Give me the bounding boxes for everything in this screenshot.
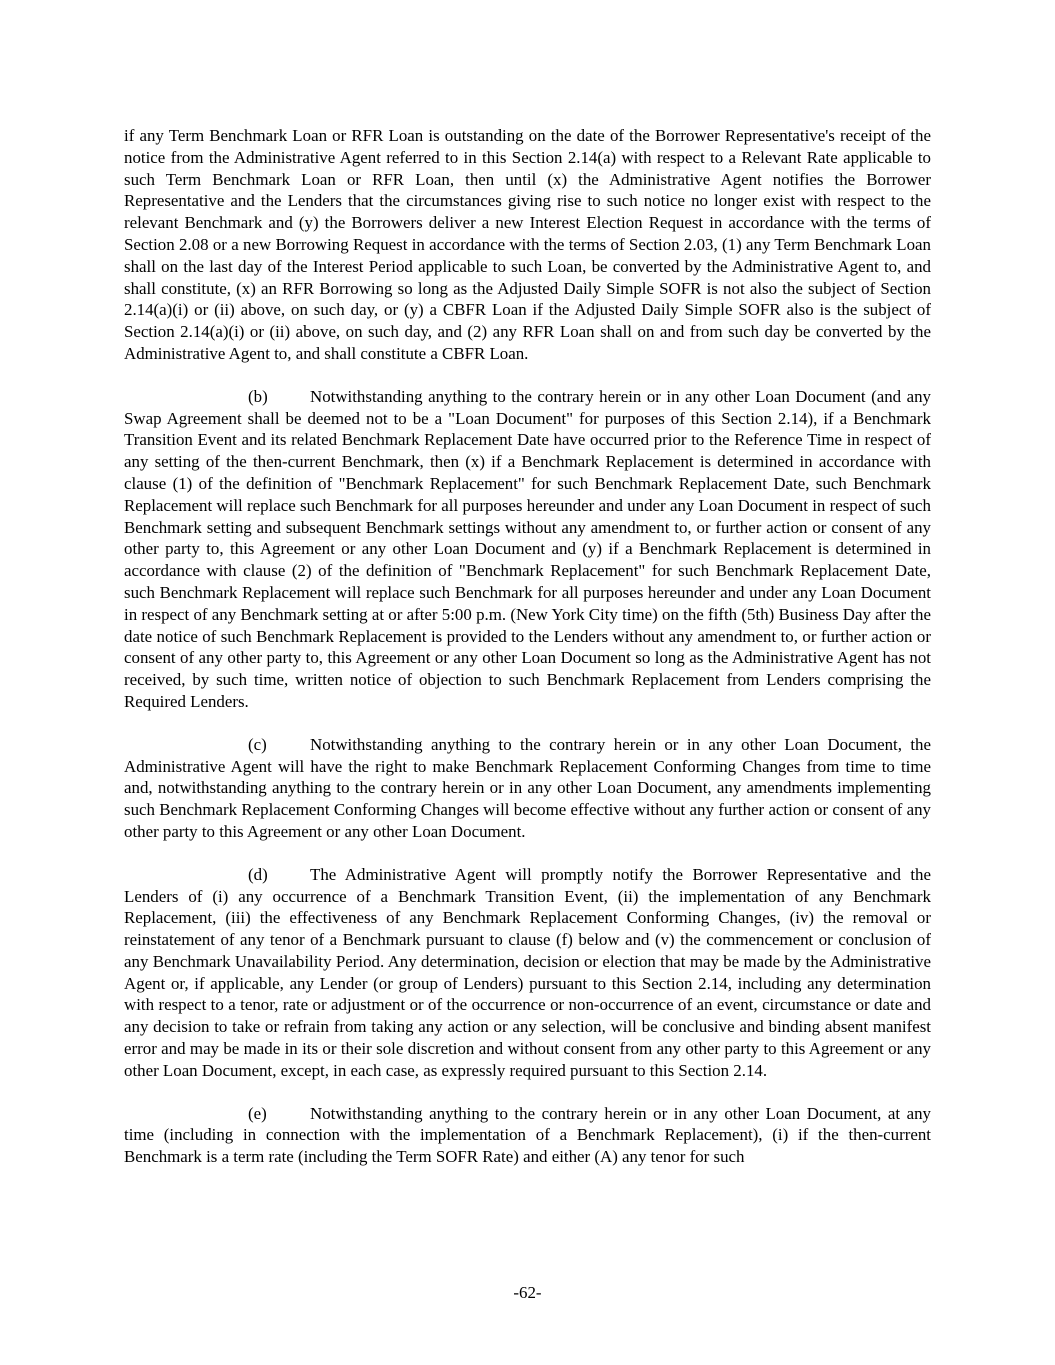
clause-label-c: (c) xyxy=(248,734,267,754)
paragraph-e xyxy=(124,1103,931,1168)
paragraph-continued xyxy=(124,125,931,365)
paragraph-text: Notwithstanding anything to the contrary herein or in any other Loan Document, at any time (including in connection with the implementation of a Benchmark Replacement), (i) if the then-current Benchmark is a term rate (including the Term SOFR Rate) and either (A) any tenor for such xyxy=(124,1103,931,1167)
paragraph-d xyxy=(124,864,931,1082)
clause-label-d: (d) xyxy=(248,864,268,884)
clause-label-e: (e) xyxy=(248,1103,267,1123)
paragraph-text: Notwithstanding anything to the contrary herein or in any other Loan Document, the Administrative Agent will have the right to make Benchmark Replacement Conforming Changes from time to time and, notwithstanding anything to the contrary herein or in any other Loan Document, any amendments implementing such Benchmark Replacement Conforming Changes will become effective without any further action or consent of any other party to this Agreement or any other Loan Document. xyxy=(124,734,931,841)
paragraph-text: Notwithstanding anything to the contrary herein or in any other Loan Document (and any Swap Agreement shall be deemed not to be a "Loan Document" for purposes of this Section 2.14), if a Benchmark Transition Event and its related Benchmark Replacement Date have occurred prior to the Reference Time in respect of any setting of the then-current Benchmark, then (x) if a Benchmark Replacement is determined in accordance with clause (1) of the definition of "Benchmark Replacement" for such Benchmark Replacement Date, such Benchmark Replacement will replace such Benchmark for all purposes hereunder and under any Loan Document in respect of such Benchmark setting and subsequent Benchmark settings without any amendment to, or further action or consent of any other party to, this Agreement or any other Loan Document and (y) if a Benchmark Replacement is determined in accordance with clause (2) of the definition of "Benchmark Replacement" for such Benchmark Replacement Date, such Benchmark Replacement will replace such Benchmark for all purposes hereunder and under any Loan Document in respect of any Benchmark setting at or after 5:00 p.m. (New York City time) on the fifth (5th) Business Day after the date notice of such Benchmark Replacement is provided to the Lenders without any amendment to, or further action or consent of any other party to, this Agreement or any other Loan Document so long as the Administrative Agent has not received, by such time, written notice of objection to such Benchmark Replacement from Lenders comprising the Required Lenders. xyxy=(124,386,931,711)
paragraph-b xyxy=(124,386,931,713)
paragraph-text: if any Term Benchmark Loan or RFR Loan is outstanding on the date of the Borrower Representative's receipt of the notice from the Administrative Agent referred to in this Section 2.14(a) with respect to a Relevant Rate applicable to such Term Benchmark Loan or RFR Loan, then until (x) the Administrative Agent notifies the Borrower Representative and the Lenders that the circumstances giving rise to such notice no longer exist with respect to the relevant Benchmark and (y) the Borrowers deliver a new Interest Election Request in accordance with the terms of Section 2.08 or a new Borrowing Request in accordance with the terms of Section 2.03, (1) any Term Benchmark Loan shall on the last day of the Interest Period applicable to such Loan, be converted by the Administrative Agent to, and shall constitute, (x) an RFR Borrowing so long as the Adjusted Daily Simple SOFR is not also the subject of Section 2.14(a)(i) or (ii) above, on such day, or (y) a CBFR Loan if the Adjusted Daily Simple SOFR also is the subject of Section 2.14(a)(i) or (ii) above, on such day, and (2) any RFR Loan shall on and from such day be converted by the Administrative Agent to, and shall constitute a CBFR Loan. xyxy=(124,126,931,363)
document-page xyxy=(124,125,931,1189)
clause-label-b: (b) xyxy=(248,386,268,406)
page-number: -62- xyxy=(513,1283,542,1302)
paragraph-c xyxy=(124,734,931,843)
paragraph-text: The Administrative Agent will promptly notify the Borrower Representative and the Lenders of (i) any occurrence of a Benchmark Transition Event, (ii) the implementation of any Benchmark Replacement, (iii) the effectiveness of any Benchmark Replacement Conforming Changes, (iv) the removal or reinstatement of any tenor of a Benchmark pursuant to clause (f) below and (v) the commencement or conclusion of any Benchmark Unavailability Period. Any determination, decision or election that may be made by the Administrative Agent or, if applicable, any Lender (or group of Lenders) pursuant to this Section 2.14, including any determination with respect to a tenor, rate or adjustment or of the occurrence or non-occurrence of an event, circumstance or date and any decision to take or refrain from taking any action or any selection, will be conclusive and binding absent manifest error and may be made in its or their sole discretion and without consent from any other party to this Agreement or any other Loan Document, except, in each case, as expressly required pursuant to this Section 2.14. xyxy=(124,864,931,1080)
